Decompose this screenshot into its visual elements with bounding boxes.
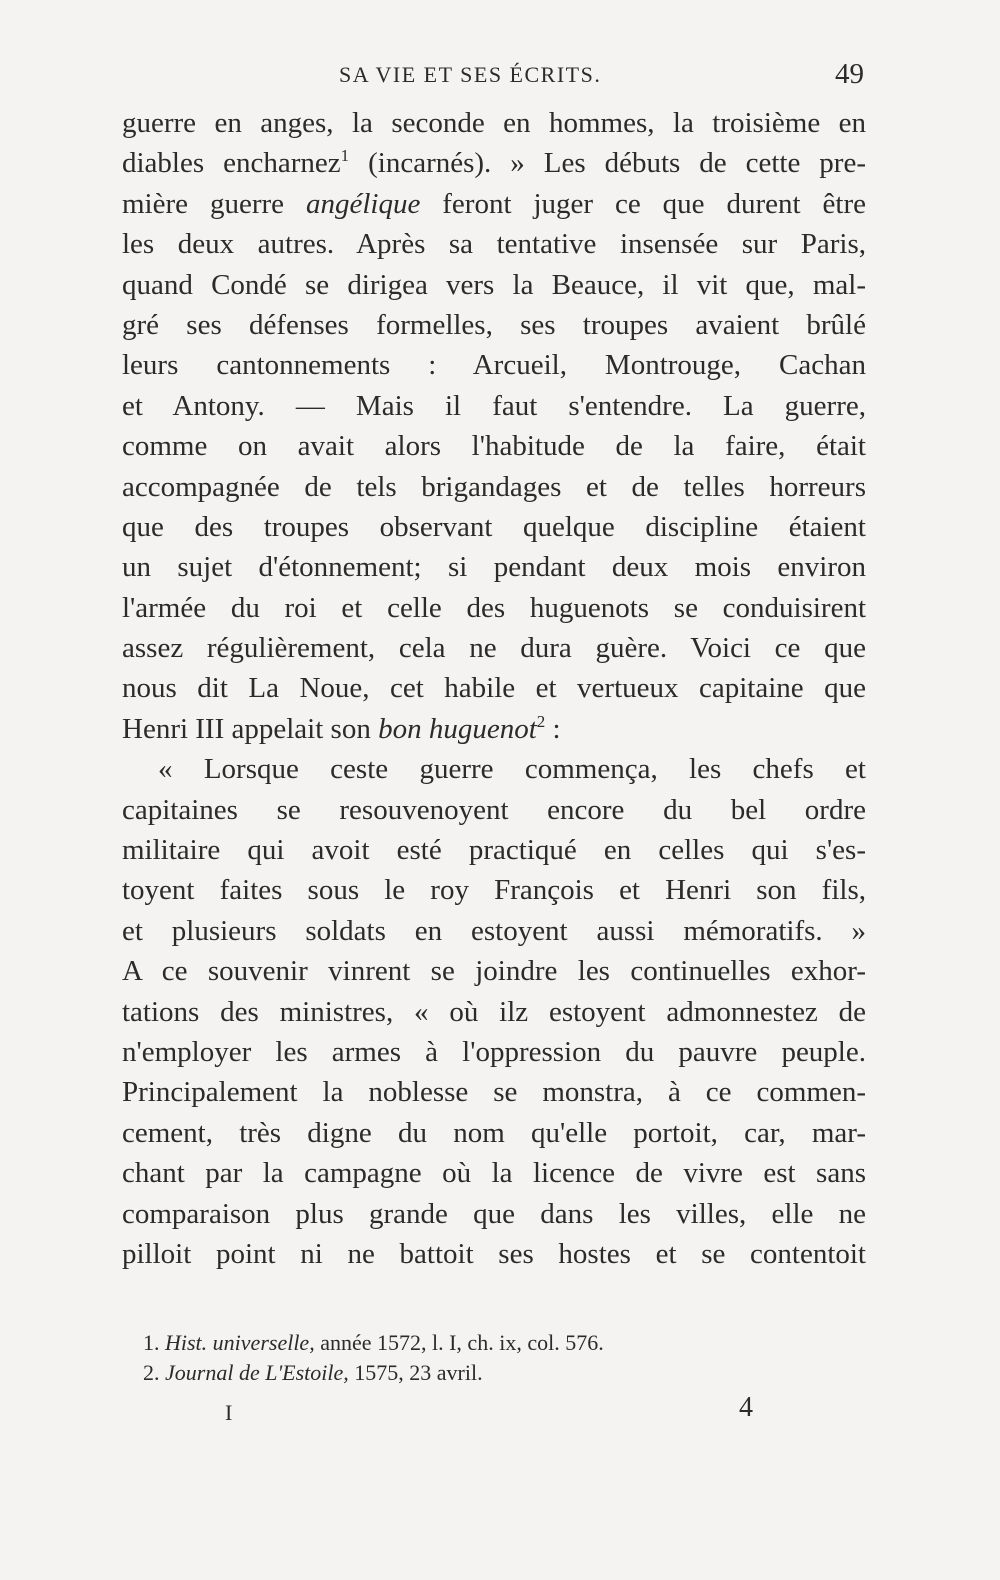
- text-line: l'armée du roi et celle des huguenots se conduisirent: [122, 591, 866, 624]
- main-text: [122, 103, 866, 1274]
- footnote-ref-1: 1: [340, 146, 350, 166]
- text-line: leurs cantonnements : Arcueil, Montrouge, Cachan: [122, 349, 866, 382]
- text-line: et Antony. — Mais il faut s'entendre. La guerre,: [122, 389, 866, 422]
- text-line: capitaines se resouvenoyent encore du bel ordre: [122, 793, 866, 826]
- text-line: et plusieurs soldats en estoyent aussi mémoratifs. »: [122, 914, 866, 947]
- text-line: militaire qui avoit esté practiqué en celles qui s'es-: [122, 834, 866, 867]
- text-line: gré ses défenses formelles, ses troupes avaient brûlé: [122, 308, 866, 341]
- text-line: accompagnée de tels brigandages et de telles horreurs: [122, 470, 866, 503]
- text-line: un sujet d'étonnement; si pendant deux mois environ: [122, 551, 866, 584]
- text-line: diables encharnez$^1$ (incarnés). » Les débuts de cette pre-: [122, 146, 866, 180]
- text-line: Principalement la noblesse se monstra, à ce commen-: [122, 1076, 866, 1109]
- text-line: A ce souvenir vinrent se joindre les continuelles exhor-: [122, 955, 866, 988]
- text-line: cement, très digne du nom qu'elle portoit, car, mar-: [122, 1116, 866, 1149]
- text-line: nous dit La Noue, cet habile et vertueux capitaine que: [122, 672, 866, 705]
- footnote-1: 1. Hist. universelle, année 1572, l. I, ch. ix, col. 576.: [143, 1330, 604, 1355]
- sheet-number: 4: [739, 1392, 753, 1423]
- signature-mark: I: [225, 1400, 233, 1425]
- page-header: [122, 58, 866, 98]
- text-line: comme on avait alors l'habitude de la faire, était: [122, 430, 866, 463]
- text-line: mière guerre angélique feront juger ce que durent être: [122, 187, 866, 220]
- text-line: Henri III appelait son bon huguenot$^2$ :: [122, 711, 561, 745]
- text-line: tations des ministres, « où ilz estoyent admonnestez de: [122, 995, 866, 1028]
- text-line: « Lorsque ceste guerre commença, les chefs et: [158, 753, 866, 786]
- text-line: assez régulièrement, cela ne dura guère. Voici ce que: [122, 632, 866, 665]
- footnote-2: 2. Journal de L'Estoile, 1575, 23 avril.: [143, 1360, 483, 1385]
- text-line: que des troupes observant quelque discipline étaient: [122, 510, 866, 543]
- text-line: chant par la campagne où la licence de vivre est sans: [122, 1157, 866, 1190]
- text-line: toyent faites sous le roy François et Henri son fils,: [122, 874, 866, 907]
- italic-term: bon huguenot: [378, 712, 537, 745]
- text-line: quand Condé se dirigea vers la Beauce, il vit que, mal-: [122, 268, 866, 301]
- footnotes: [143, 1328, 843, 1388]
- italic-term: angélique: [305, 187, 421, 220]
- text-line: comparaison plus grande que dans les villes, elle ne: [122, 1197, 866, 1230]
- text-line: les deux autres. Après sa tentative insensée sur Paris,: [122, 228, 866, 261]
- running-head: SA VIE ET SES ÉCRITS.: [339, 62, 602, 87]
- text-line: pilloit point ni ne battoit ses hostes et se contentoit: [122, 1237, 866, 1270]
- text-line: n'employer les armes à l'oppression du pauvre peuple.: [122, 1035, 866, 1068]
- text-line: guerre en anges, la seconde en hommes, la troisième en: [122, 107, 866, 139]
- page-number: 49: [835, 58, 864, 90]
- footnote-ref-2: 2: [536, 711, 546, 731]
